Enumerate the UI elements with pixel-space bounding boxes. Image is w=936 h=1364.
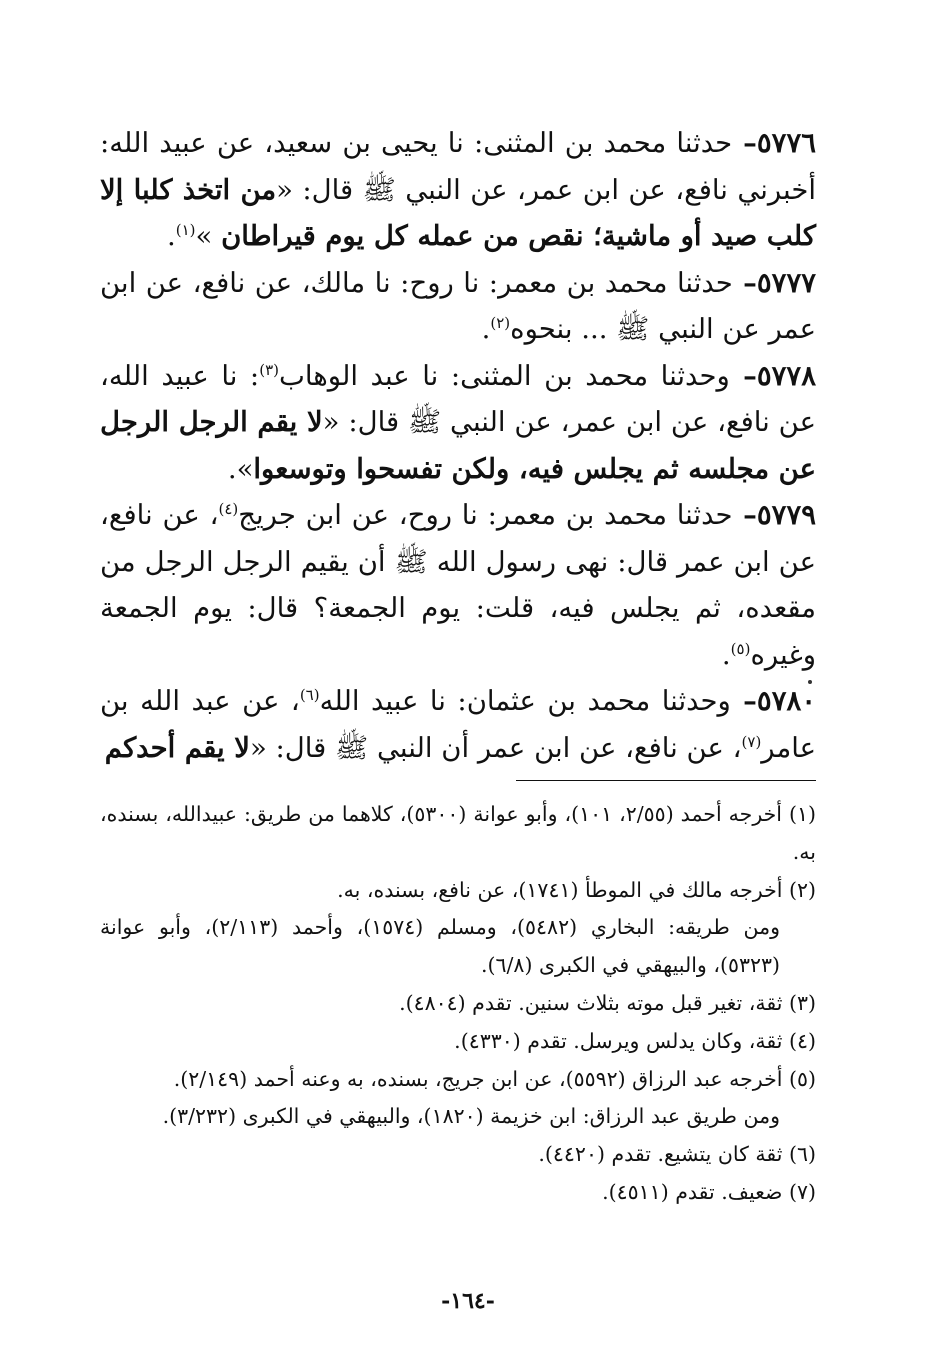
footnote-ref[interactable]: (٧) — [741, 732, 762, 751]
footnotes — [100, 796, 816, 1212]
hadith-5776: ٥٧٧٦– حدثنا محمد بن المثنى: نا يحيى بن سعيد، عن عبيد الله: أخبرني نافع، عن ابن عمر، عن النبي ﷺ قال: «من اتخذ كلبا إلا كلب صيد أو ماشية؛ نقص من عمله كل يوم قيراطان »$^{(١)}$. — [100, 127, 816, 252]
hadith-5779: ٥٧٧٩– حدثنا محمد بن معمر: نا روح، عن ابن جريج$^{(٤)}$، عن نافع، عن ابن عمر قال: نهى رسول الله ﷺ أن يقيم الرجل الرجل من مقعده، ثم يجلس فيه، قلت: يوم الجمعة؟ قال: يوم الجمعة وغيره$^{(٥)}$. — [100, 499, 816, 671]
footnote-2: (٢) أخرجه مالك في الموطأ (١٧٤١)، عن نافع، بسنده، به. — [337, 877, 816, 902]
main-text — [100, 120, 816, 771]
scan-speck — [808, 680, 812, 684]
hadith-text: حدثنا محمد بن معمر: نا روح، عن ابن جريج — [238, 499, 733, 531]
hadith-number: ٥٧٧٩ — [756, 499, 816, 531]
footnote-ref[interactable]: (٢) — [490, 313, 511, 332]
footnote-ref[interactable]: (٣) — [259, 360, 279, 379]
footnote-4: (٤) ثقة، وكان يدلس ويرسل. تقدم (٤٣٣٠). — [454, 1028, 816, 1053]
hadith-5780: ٥٧٨٠– وحدثنا محمد بن عثمان: نا عبيد الله$^{(٦)}$، عن عبد الله بن عامر$^{(٧)}$، عن نافع، عن ابن عمر أن النبي ﷺ قال: «لا يقم أحدكم — [100, 685, 817, 764]
hadith-text: ، عن نافع، عن ابن عمر قال: نهى رسول الله ﷺ أن يقيم الرجل الرجل من مقعده، ثم يجلس فيه، قلت: يوم الجمعة؟ قال: يوم الجمعة وغيره — [100, 499, 816, 671]
hadith-text: : نا عبيد الله، عن نافع، عن ابن عمر، عن النبي ﷺ قال: « — [100, 359, 817, 438]
hadith-text: ، عن عبد الله بن عامر — [100, 685, 816, 764]
hadith-text: ، عن نافع، عن ابن عمر أن النبي ﷺ قال: « — [249, 731, 742, 764]
hadith-number: ٥٧٧٧ — [756, 266, 816, 299]
hadith-matn: لا يقم الرجل الرجل عن مجلسه ثم يجلس فيه، ولكن تفسحوا وتوسعوا — [100, 406, 816, 485]
hadith-5778: ٥٧٧٨– وحدثنا محمد بن المثنى: نا عبد الوهاب$^{(٣)}$: نا عبيد الله، عن نافع، عن ابن عمر، عن النبي ﷺ قال: «لا يقم الرجل الرجل عن مجلسه ثم يجلس فيه، ولكن تفسحوا وتوسعوا». — [100, 359, 817, 485]
footnote-ref[interactable]: (٦) — [299, 685, 320, 704]
hadith-matn: لا يقم أحدكم — [104, 731, 250, 764]
footnote-ref[interactable]: (١) — [175, 220, 196, 239]
hadith-text: حدثنا محمد بن المثنى: نا يحيى بن سعيد، عن عبيد الله: أخبرني نافع، عن ابن عمر، عن النبي ﷺ قال: « — [100, 127, 816, 206]
footnote-separator — [516, 780, 816, 781]
footnote-7: (٧) ضعيف. تقدم (٤٥١١). — [602, 1179, 816, 1204]
footnote-1: (١) أخرجه أحمد (٢/٥٥، ١٠١)، وأبو عوانة (٥٣٠٠)، كلاهما من طريق: عبيدالله، بسنده، به. — [100, 802, 816, 864]
footnote-ref[interactable]: (٤) — [218, 499, 239, 518]
page-number: -١٦٤- — [441, 1288, 495, 1314]
footnote-5-continuation: ومن طريق عبد الرزاق: ابن خزيمة (١٨٢٠)، والبيهقي في الكبرى (٣/٢٣٢). — [162, 1104, 780, 1129]
hadith-matn: من اتخذ كلبا إلا كلب صيد أو ماشية؛ نقص من عمله كل يوم قيراطان — [100, 173, 816, 252]
hadith-number: ٥٧٧٨ — [756, 359, 816, 392]
hadith-number: ٥٧٧٦ — [756, 127, 816, 159]
footnote-6: (٦) ثقة كان يتشيع. تقدم (٤٤٢٠). — [538, 1142, 816, 1167]
hadith-text: وحدثنا محمد بن المثنى: نا عبد الوهاب — [278, 359, 730, 392]
footnote-5: (٥) أخرجه عبد الرزاق (٥٥٩٢)، عن ابن جريج، بسنده، به وعنه أحمد (٢/١٤٩). — [173, 1066, 816, 1091]
hadith-5777: ٥٧٧٧– حدثنا محمد بن معمر: نا روح: نا مالك، عن نافع، عن ابن عمر عن النبي ﷺ ... بنحوه$^{(٢)}$. — [100, 266, 816, 345]
footnote-2-continuation: ومن طريقه: البخاري (٥٤٨٢)، ومسلم (١٥٧٤)، وأحمد (٢/١١٣)، وأبو عوانة (٥٣٢٣)، والبيهقي في الكبرى (٦/٨). — [100, 915, 781, 978]
footnote-3: (٣) ثقة، تغير قبل موته بثلاث سنين. تقدم (٤٨٠٤). — [399, 990, 816, 1015]
hadith-number: ٥٧٨٠ — [756, 685, 817, 717]
footnote-ref[interactable]: (٥) — [730, 639, 751, 658]
hadith-text: حدثنا محمد بن معمر: نا روح: نا مالك، عن نافع، عن ابن عمر عن النبي ﷺ ... بنحوه — [100, 266, 816, 345]
hadith-text: وحدثنا محمد بن عثمان: نا عبيد الله — [319, 685, 731, 717]
hadith-text: » — [195, 220, 222, 252]
